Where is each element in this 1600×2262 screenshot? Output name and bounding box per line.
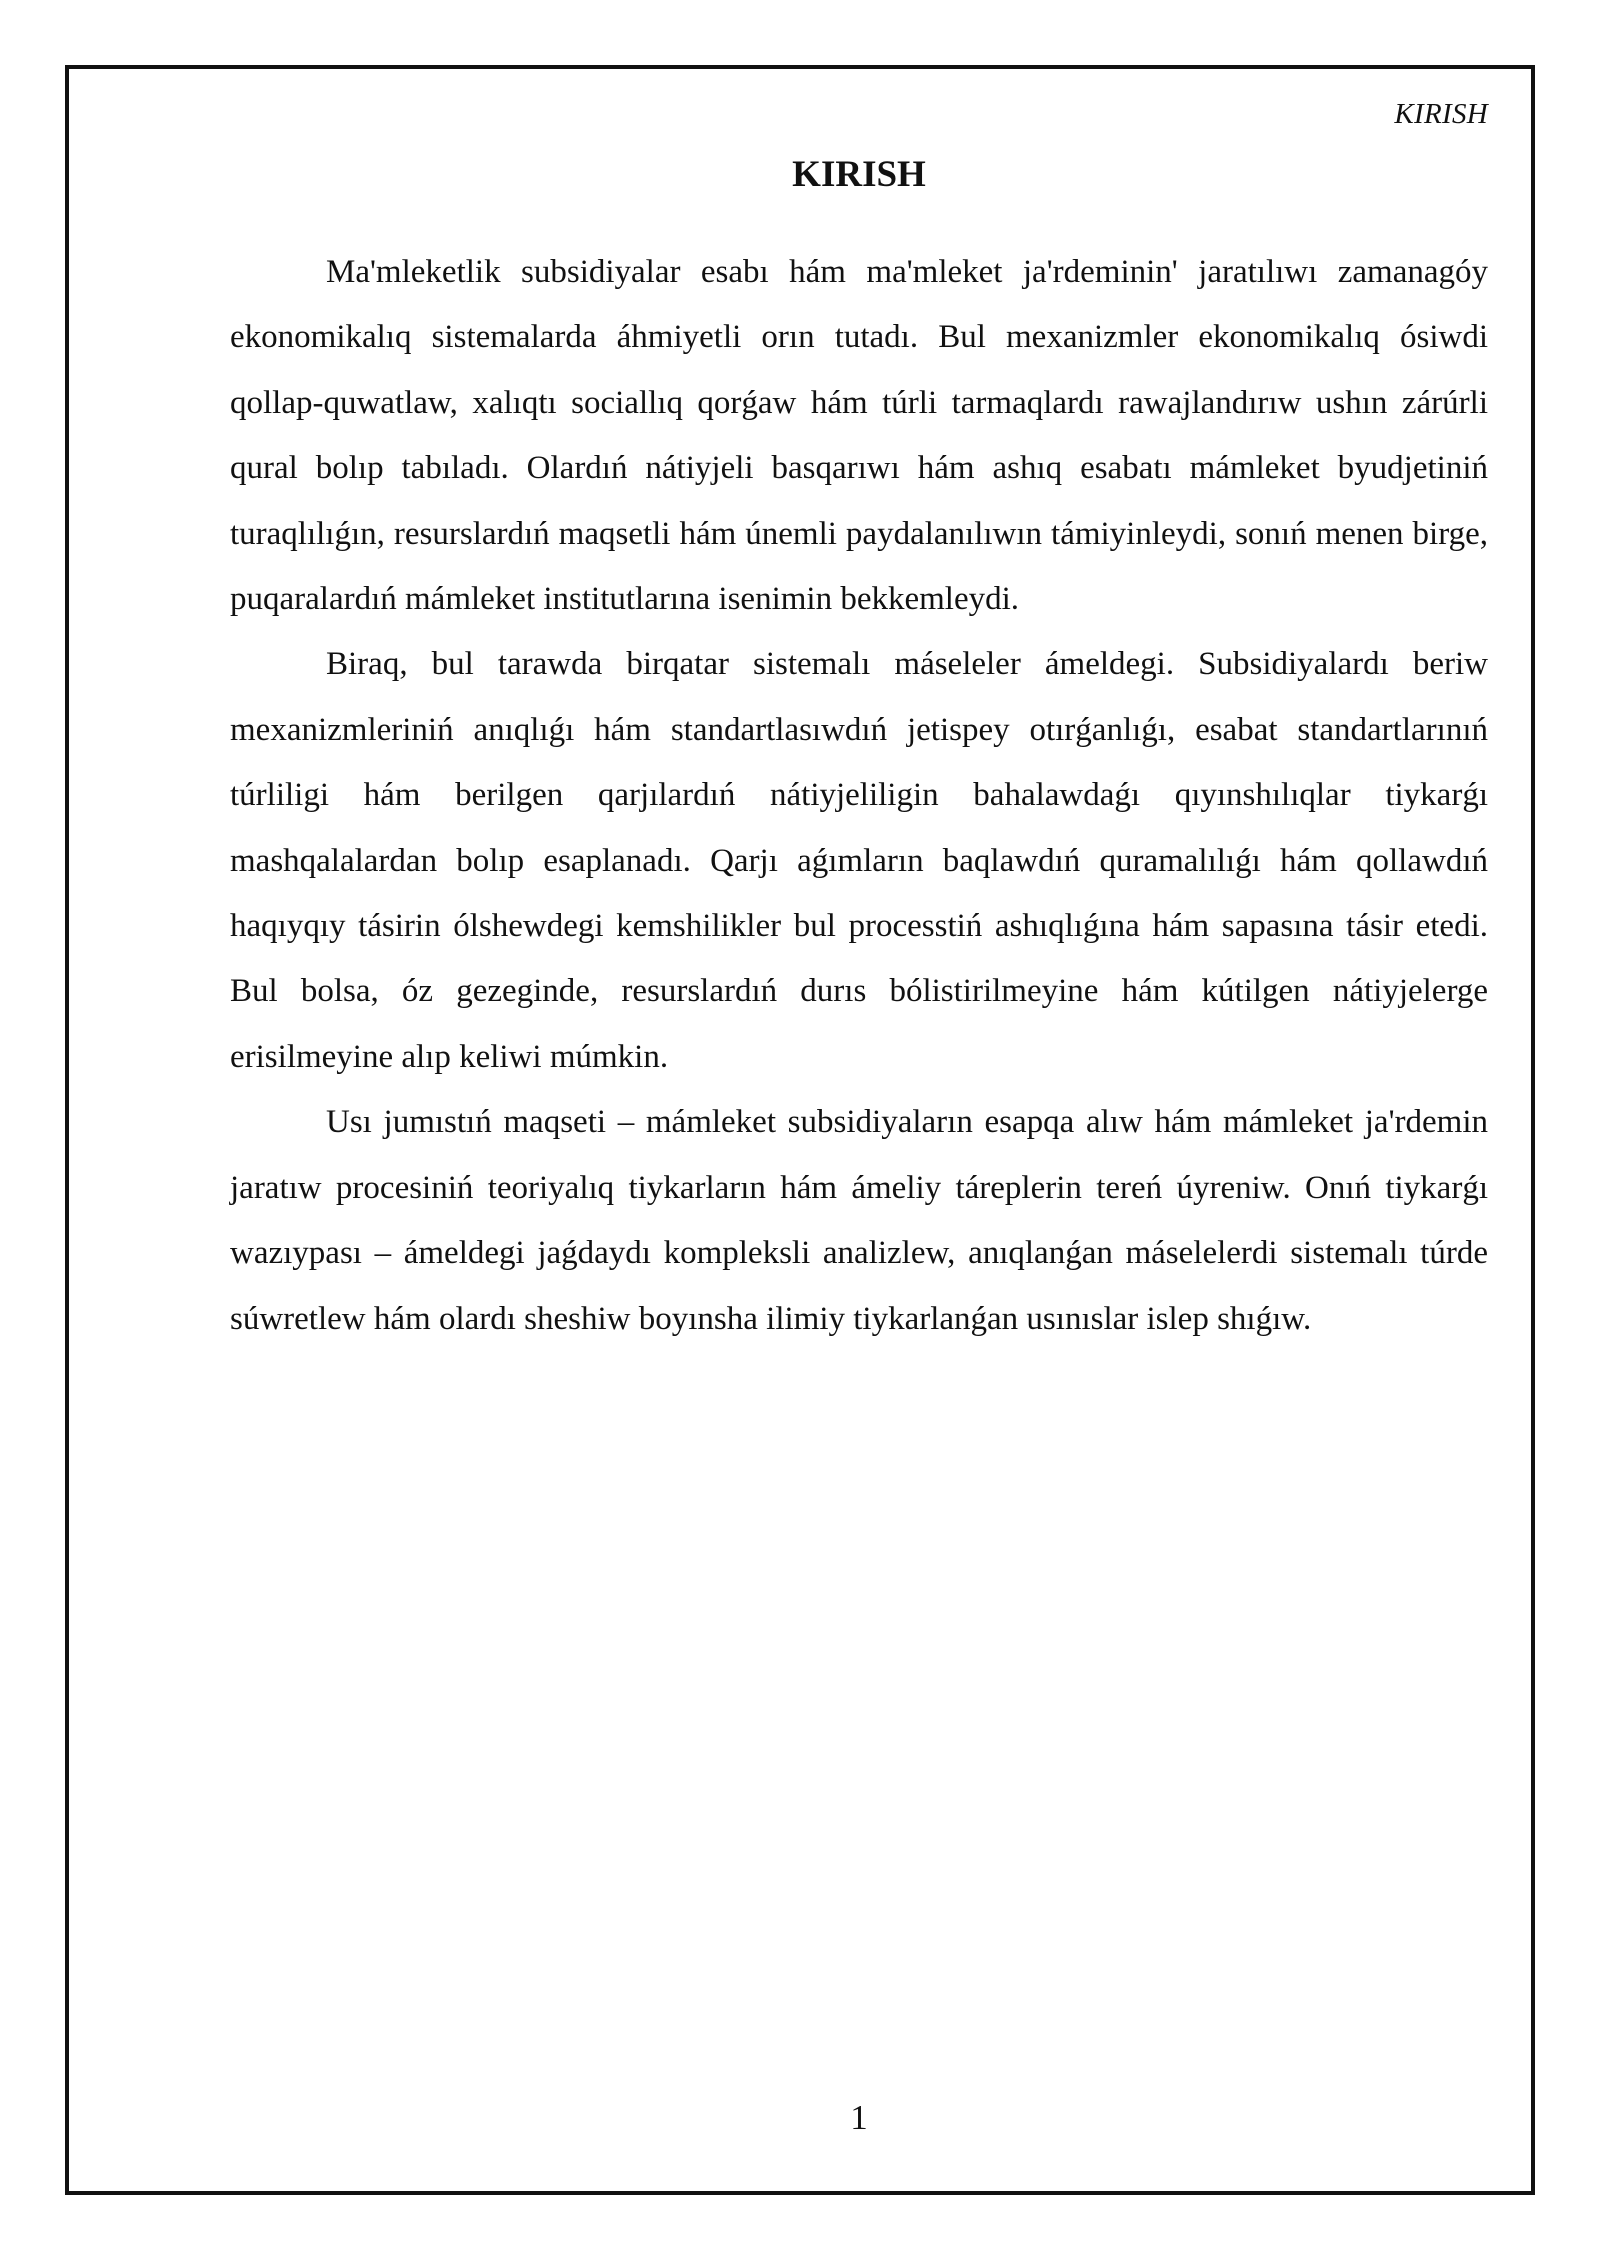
section-title: KIRISH: [792, 154, 926, 195]
paragraph-3: Usı jumıstıń maqseti – mámleket subsidiyaların esapqa alıw hám mámleket ja'rdemin jaratıw procesiniń teoriyalıq tiykarların hám ámeliy táreplerin tereń úyreniw. Onıń tiykarǵı wazıypası – ámeldegi jaǵdaydı kompleksli analizlew, anıqlanǵan máselelerdi sistemalı túrde súwretlew hám olardı sheshiw boyınsha ilimiy tiykarlanǵan usınıslar islep shıǵıw.: [230, 1104, 1488, 1337]
running-header: KIRISH: [1394, 98, 1488, 130]
paragraph-1: Ma'mleketlik subsidiyalar esabı hám ma'mleket ja'rdeminin' jaratılıwı zamanagóy ekonomikalıq sistemalarda áhmiyetli orın tutadı. Bul mexanizmler ekonomikalıq ósiwdi qollap-quwatlaw, xalıqtı sociallıq qorǵaw hám túrli tarmaqlardı rawajlandırıw ushın zárúrli qural bolıp tabıladı. Olardıń nátiyjeli basqarıwı hám ashıq esabatı mámleket byudjetiniń turaqlılıǵın, resurslardıń maqsetli hám únemli paydalanılıwın támiyinleydi, sonıń menen birge, puqaralardıń mámleket institutlarına isenimin bekkemleydi.: [230, 254, 1488, 618]
document-body: [230, 150, 1488, 1352]
paragraph-2: Biraq, bul tarawda birqatar sistemalı máseleler ámeldegi. Subsidiyalardı beriw mexanizmleriniń anıqlıǵı hám standartlasıwdıń jetispey otırǵanlıǵı, esabat standartlarınıń túrliligi hám berilgen qarjılardıń nátiyjeliligin bahalawdaǵı qıyınshılıqlar tiykarǵı mashqalalardan bolıp esaplanadı. Qarjı aǵımların baqlawdıń quramalılıǵı hám qollawdıń haqıyqıy tásirin ólshewdegi kemshilikler bul processtiń ashıqlıǵına hám sapasına tásir etedi. Bul bolsa, óz gezeginde, resurslardıń durıs bólistirilmeyine hám kútilgen nátiyjelerge erisilmeyine alıp keliwi múmkin.: [230, 646, 1488, 1075]
page-number: 1: [850, 2098, 868, 2137]
